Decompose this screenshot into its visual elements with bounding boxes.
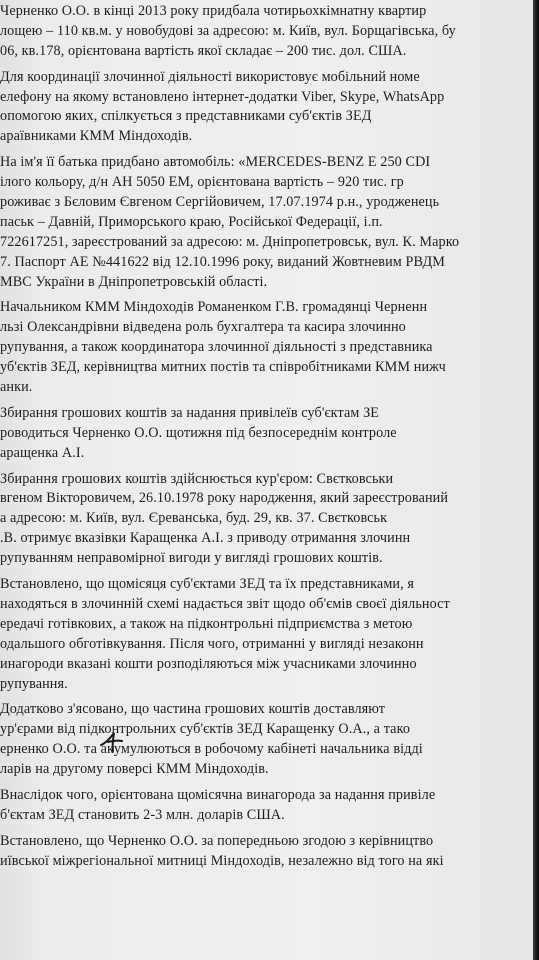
text-line: льзі Олександрівни відведена роль бухгалтера та касира злочинно [0,319,406,336]
paragraph [0,832,533,872]
handwritten-mark [98,731,124,753]
text-line: б'єктам ЗЕД становить 2-3 млн. доларів США. [0,806,285,823]
text-line: инагороди вказані кошти розподіляються між учасниками злочинно [0,655,417,672]
text-line: роживає з Бєловим Євгеном Сергійовичем, 17.07.1974 р.н., уродженець [0,194,440,211]
text-line: Начальником КММ Міндоходів Романенком Г.В. громадянці Черненн [0,299,428,316]
text-line: опомогою яких, спілкується з представниками суб'єктів ЗЕД [0,108,372,125]
paragraph [0,575,533,694]
text-line: Додатково з'ясовано, що частина грошових коштів доставляют [0,701,386,718]
text-line: рупування, а також координатора злочинної діяльності з представника [0,339,433,356]
text-line: аращенка А.І. [0,444,85,461]
paragraph [0,2,533,62]
paragraph [0,68,533,148]
text-line: ур'єрами від підконтрольних суб'єктів ЗЕД Каращенку О.А., а тако [0,721,411,738]
text-line: Збирання грошових коштів здійснюється кур'єром: Свєтковськи [0,470,394,487]
text-line: На ім'я її батька придбано автомобіль: «MERCEDES-BENZ E 250 CDI [0,154,431,171]
paragraph [0,470,533,569]
paragraph [0,786,533,826]
text-line: рупуванням неправомірної вигоди у вигляді грошових коштів. [0,550,383,567]
paragraph [0,700,533,780]
text-line: МВС України в Дніпропетровській області. [0,273,268,290]
paragraph [0,153,533,292]
text-line: Встановлено, що щомісяця суб'єктами ЗЕД та їх представниками, я [0,576,415,593]
text-line: ілого кольору, д/н АН 5050 ЕМ, орієнтована вартість – 920 тис. гр [0,174,404,191]
text-line: рупування. [0,675,68,692]
text-line: Для координації злочинної діяльності використовує мобільний номе [0,68,420,85]
text-line: Збирання грошових коштів за надання привілеїв суб'єктам ЗЕ [0,404,380,421]
text-line: роводиться Черненко О.О. щотижня під безпосереднім контроле [0,424,397,441]
text-line: Внаслідок чого, орієнтована щомісячна винагорода за надання привіле [0,786,436,803]
text-line: араївниками КММ Міндоходів. [0,128,193,145]
text-line: елефону на якому встановлено інтернет-додатки Viber, Skype, WhatsApp [0,88,445,105]
text-line: находяться в злочинній схемі надається звіт щодо об'ємів своєї діяльност [0,595,450,612]
text-line: Встановлено, що Черненко О.О. за попередньою згодою з керівництво [0,832,434,849]
text-line: а адресою: м. Київ, вул. Єреванська, буд. 29, кв. 37. Свєтковськ [0,510,388,527]
text-line: лощею – 110 кв.м. у новобудові за адресою: м. Київ, вул. Борщагівська, бу [0,22,456,39]
text-line: Черненко О.О. в кінці 2013 року придбала чотирьохкімнатну квартир [0,3,427,19]
text-line: анки. [0,379,33,396]
text-line: 722617251, зареєстрований за адресою: м. Дніпропетровськ, вул. К. Марко [0,233,460,250]
text-line: .В. отримує вказівки Каращенка А.І. з приводу отримання злочинн [0,530,411,547]
text-line: ерненко О.О. та акумулюються в робочому кабінеті начальника відді [0,741,423,758]
text-line: ередачі готівкових, а також на підконтрольні підприємства з метою [0,615,413,632]
text-line: 7. Паспорт АЕ №441622 від 12.10.1996 року, виданий Жовтневим РВДМ [0,253,445,270]
text-line: вгеном Вікторовичем, 26.10.1978 року народження, який зареєстрований [0,490,449,507]
text-line: ларів на другому поверсі КММ Міндоходів. [0,761,269,778]
paragraph [0,298,533,397]
page-edge-shadow [533,0,539,960]
text-line: паськ – Давній, Приморського краю, Російської Федерації, і.п. [0,213,383,230]
text-line: уб'єктів ЗЕД, керівництва митних постів та співробітниками КММ нижч [0,359,446,376]
text-line: иївської міжрегіональної митниці Міндоходів, незалежно від того на які [0,852,444,869]
paragraph [0,404,533,464]
text-line: 06, кв.178, орієнтована вартість якої складає – 200 тис. дол. США. [0,42,407,59]
text-line: одальшого обготівкування. Після чого, отриманні у вигляді незаконн [0,635,424,652]
